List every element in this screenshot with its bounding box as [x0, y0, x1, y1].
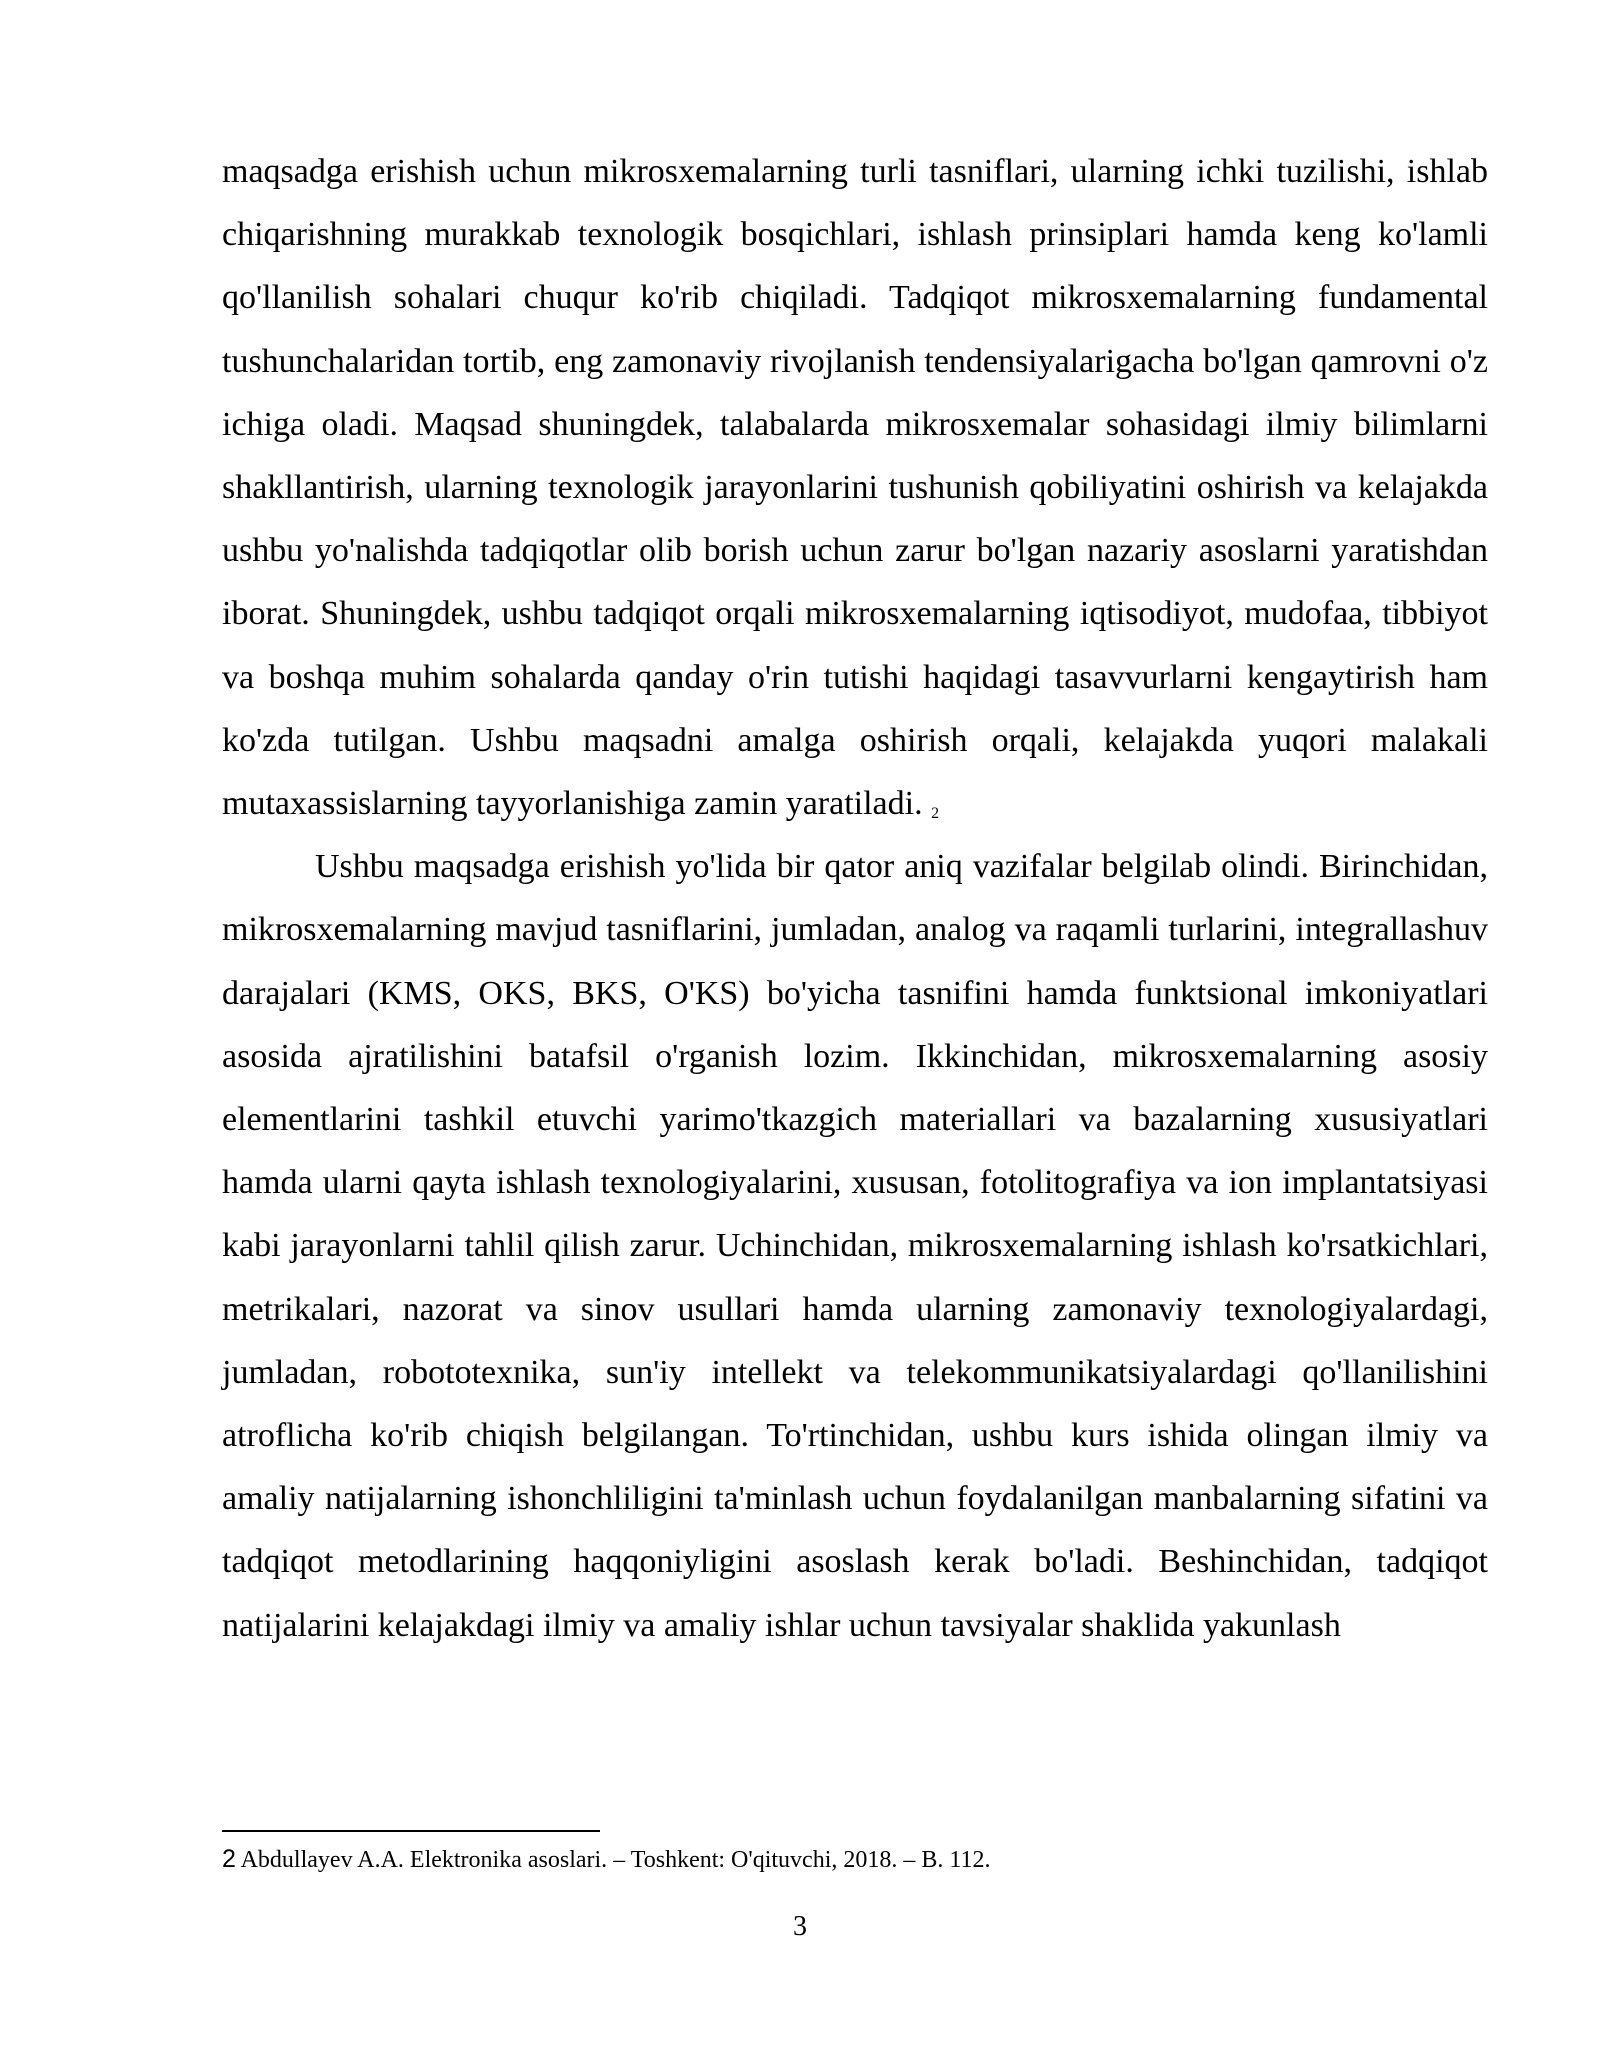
paragraph-2: Ushbu maqsadga erishish yo'lida bir qator aniq vazifalar belgilab olindi. Birinchidan, mikrosxemalarning mavjud tasniflarini, jumladan, analog va raqamli turlarini, integrallashuv darajalari (KMS, OKS, BKS, O'KS) bo'yicha tasnifini hamda funktsional imkoniyatlari asosida ajratilishini batafsil o'rganish lozim. Ikkinchidan, mikrosxemalarning asosiy elementlarini tashkil etuvchi yarimo'tkazgich materiallari va bazalarning xususiyatlari hamda ularni qayta ishlash texnologiyalarini, xususan, fotolitografiya va ion implantatsiyasi kabi jarayonlarni tahlil qilish zarur. Uchinchidan, mikrosxemalarning ishlash ko'rsatkichlari, metrikalari, nazorat va sinov usullari hamda ularning zamonaviy texnologiyalardagi, jumladan, robototexnika, sun'iy intellekt va telekommunikatsiyalardagi qo'llanilishini atroflicha ko'rib chiqish belgilangan. To'rtinchidan, ushbu kurs ishida olingan ilmiy va amaliy natijalarning ishonchliligini ta'minlash uchun foydalanilgan manbalarning sifatini va tadqiqot metodlarining haqqoniyligini asoslash kerak bo'ladi. Beshinchidan, tadqiqot natijalarini kelajakdagi ilmiy va amaliy ishlar uchun tavsiyalar shaklida yakunlash — [222, 848, 1488, 1644]
footnote-reference[interactable]: 2 — [931, 805, 940, 823]
body-text — [222, 140, 1488, 1657]
page-number: 3 — [793, 1911, 807, 1942]
footnote-separator — [222, 1830, 600, 1832]
paragraph-1-text: maqsadga erishish uchun mikrosxemalarning turli tasniflari, ularning ichki tuzilishi, ishlab chiqarishning murakkab texnologik bosqichlari, ishlash prinsiplari hamda keng ko'lamli qo'llanilish sohalari chuqur ko'rib chiqiladi. Tadqiqot mikrosxemalarning fundamental tushunchalaridan tortib, eng zamonaviy rivojlanish tendensiyalarigacha bo'lgan qamrovni o'z ichiga oladi. Maqsad shuningdek, talabalarda mikrosxemalar sohasidagi ilmiy bilimlarni shakllantirish, ularning texnologik jarayonlarini tushunish qobiliyatini oshirish va kelajakda ushbu yo'nalishda tadqiqotlar olib borish uchun zarur bo'lgan nazariy asoslarni yaratishdan iborat. Shuningdek, ushbu tadqiqot orqali mikrosxemalarning iqtisodiyot, mudofaa, tibbiyot va boshqa muhim sohalarda qanday o'rin tutishi haqidagi tasavvurlarni kengaytirish ham ko'zda tutilgan. Ushbu maqsadni amalga oshirish orqali, kelajakda yuqori malakali mutaxassislarning tayyorlanishiga zamin yaratiladi. — [222, 153, 1488, 823]
footnote-number: 2 — [222, 1845, 236, 1873]
footnote-text: Abdullayev A.A. Elektronika asoslari. – Toshkent: O'qituvchi, 2018. – B. 112. — [240, 1847, 991, 1873]
footnote — [222, 1844, 1488, 1875]
paragraph-1 — [222, 140, 1488, 835]
